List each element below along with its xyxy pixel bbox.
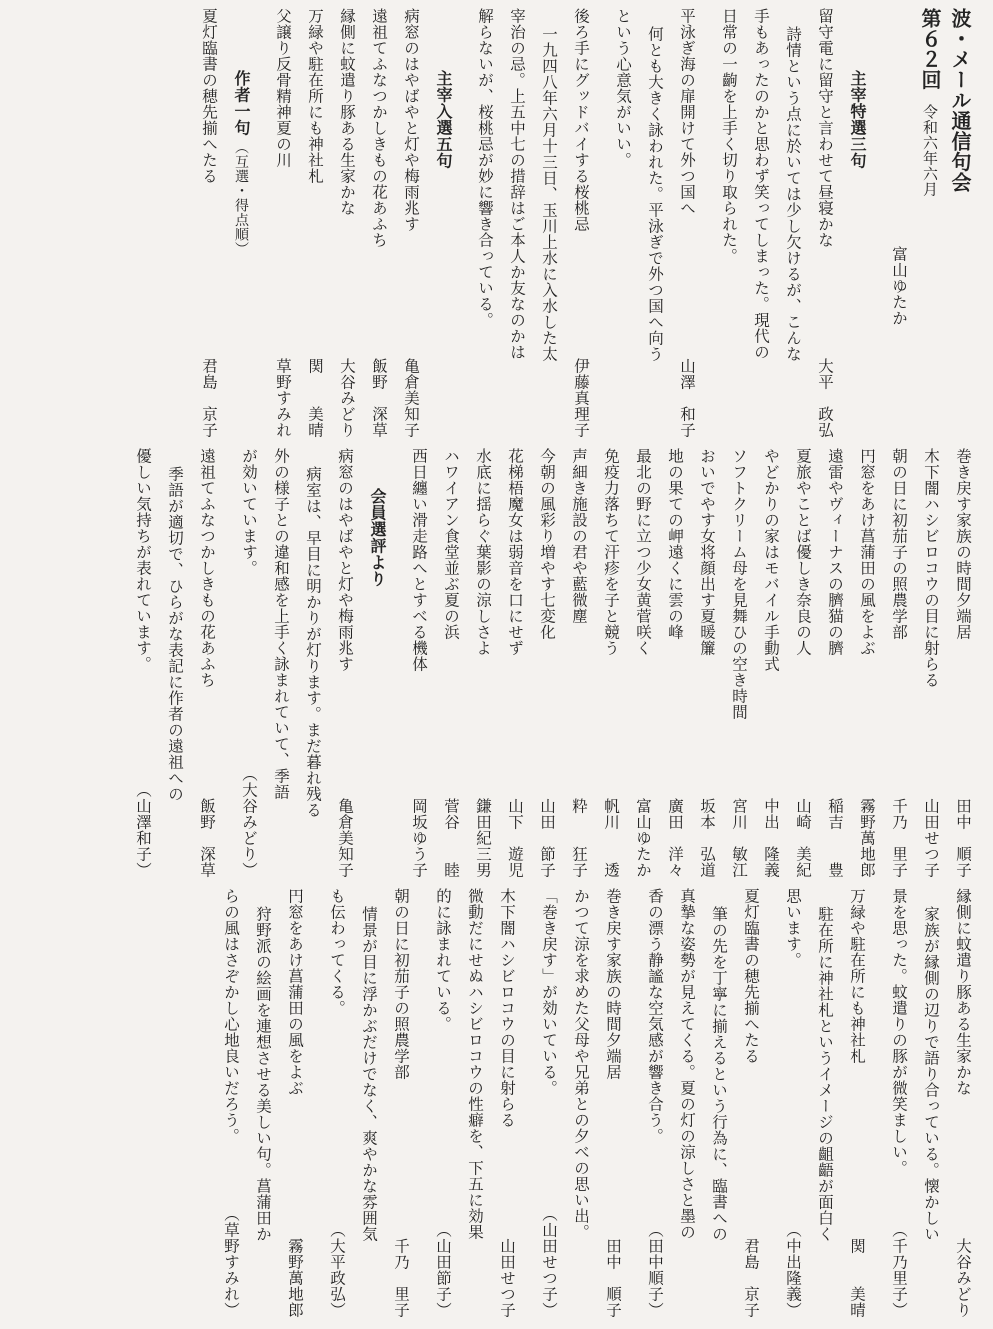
comment-line: 解らないが、桜桃忌が妙に響き合っている。 — [476, 8, 494, 328]
ranked-haiku: 声細き施設の君や藍微塵 粋 狂子 — [570, 448, 588, 878]
ranked-haiku: やどかりの家はモバイル手動式 中出 隆義 — [762, 448, 780, 878]
middle-section — [0, 448, 993, 878]
comment-line: 微動だにせぬハシビロコウの性癖を、下五に効果 — [466, 888, 484, 1240]
page-title: 波・メール通信句会 — [948, 8, 972, 193]
ranked-haiku: 遠雷やヴィーナスの臍猫の臍 稲吉 豊 — [826, 448, 844, 878]
comment-line: 真摯な姿勢が見えてくる。夏の灯の涼しさと墨の — [678, 888, 696, 1240]
ranked-haiku: ハワイアン食堂並ぶ夏の浜 菅谷 睦 — [442, 448, 460, 878]
comment-line: 日常の一齣を上手く切り取られた。 — [720, 8, 738, 264]
ranked-haiku: 木下闇ハシビロコウの目に射らる 山田せつ子 — [922, 448, 940, 878]
ranked-haiku: 花梯梧魔女は弱音を口にせず 山下 遊児 — [506, 448, 524, 878]
header-author: 富山ゆたか — [890, 246, 908, 326]
comment-line: 手もあったのかと思わず笑ってしまった。現代の — [752, 8, 770, 360]
ranked-haiku: 西日纏い滑走路へとすべる機体 岡坂ゆう子 — [410, 448, 428, 878]
comment-line: 思います。 （中出隆義） — [784, 888, 802, 1318]
ranked-haiku: ソフトクリーム母を見舞ひの空き時間 宮川 敏江 — [730, 448, 748, 878]
comment-line: という心意気がいい。 — [614, 8, 632, 168]
comment-haiku: 夏灯臨書の穂先揃へたる 君島 京子 — [742, 888, 760, 1318]
haiku-entry: 遠祖てふなつかしきもの花あふち 飯野 深草 — [370, 8, 388, 438]
comment-line: らの風はさぞかし心地良いだろう。 （草野すみれ） — [222, 888, 240, 1318]
comment-line: 狩野派の絵画を連想させる美しい句。菖蒲田か — [254, 906, 272, 1242]
comment-haiku: 朝の日に初茄子の照農学部 千乃 里子 — [392, 888, 410, 1318]
bottom-section — [0, 888, 993, 1318]
haiku-entry: 平泳ぎ海の扉開けて外つ国へ 山澤 和子 — [678, 8, 696, 438]
section-heading-selected: 主宰入選五句 — [434, 70, 453, 169]
ranked-haiku: 今朝の風彩り増やす七変化 山田 節子 — [538, 448, 556, 878]
ranked-haiku: 夏旅やことば優しき奈良の人 山崎 美紀 — [794, 448, 812, 878]
comment-line: も伝わってくる。 （大平政弘） — [328, 888, 346, 1318]
ranked-haiku: 円窓をあけ菖蒲田の風をよぶ 霧野萬地郎 — [858, 448, 876, 878]
comment-haiku: 病窓のはやばやと灯や梅雨兆す 亀倉美知子 — [336, 448, 354, 878]
haiku-entry: 夏灯臨書の穂先揃へたる 君島 京子 — [200, 8, 218, 438]
comment-line: 病室は、早目に明かりが灯ります。まだ暮れ残る — [304, 466, 322, 818]
comment-haiku: 円窓をあけ菖蒲田の風をよぶ 霧野萬地郎 — [286, 888, 304, 1318]
ranked-haiku: 朝の日に初茄子の照農学部 千乃 里子 — [890, 448, 908, 878]
comment-line: 優しい気持ちが表れています。 （山澤和子） — [134, 448, 152, 878]
comment-line: 景を思った。蚊遣りの豚が微笑ましい。 （千乃里子） — [890, 888, 908, 1318]
ranked-haiku: 地の果ての岬遠くに雲の峰 廣田 洋々 — [666, 448, 684, 878]
comment-haiku: 巻き戻す家族の時間夕端居 田中 順子 — [604, 888, 622, 1318]
issue-line: 第６２回 令和六年六月 — [918, 8, 942, 197]
section-heading-author-poem: 作者一句 （互選・得点順） — [232, 70, 251, 256]
section-heading-comments: 会員選評より — [368, 488, 387, 587]
comment-line: 何とも大きく詠われた。平泳ぎで外つ国へ向う — [646, 26, 664, 362]
comment-line: 香の漂う静謐な空気感が響き合う。 （田中順子） — [646, 888, 664, 1318]
comment-line: 的に詠まれている。 （山田節子） — [434, 888, 452, 1318]
section-heading-special: 主宰特選三句 — [848, 70, 867, 169]
comment-line: 詩情という点に於いては少し欠けるが、こんな — [784, 26, 802, 362]
comment-line: 季語が適切で、ひらがな表記に作者の遠祖への — [166, 466, 184, 802]
comment-haiku: 万緑や駐在所にも神社札 関 美晴 — [848, 888, 866, 1318]
top-section — [0, 8, 993, 438]
ranked-haiku: 水底に揺らぐ葉影の涼しさよ 鎌田紀三男 — [474, 448, 492, 878]
ranked-haiku: 巻き戻す家族の時間夕端居 田中 順子 — [954, 448, 972, 878]
ranked-haiku: おいでやす女将顔出す夏暖簾 坂本 弘道 — [698, 448, 716, 878]
comment-haiku: 木下闇ハシビロコウの目に射らる 山田せつ子 — [498, 888, 516, 1318]
comment-line: 家族が縁側の辺りで語り合っている。懐かしい — [922, 906, 940, 1242]
haiku-entry: 万緑や駐在所にも神社札 関 美晴 — [306, 8, 324, 438]
haiku-entry: 病窓のはやばやと灯や梅雨兆す 亀倉美知子 — [402, 8, 420, 438]
comment-line: 筆の先を丁寧に揃えるという行為に、臨書への — [710, 906, 728, 1242]
comment-line: 「巻き戻す」が効いている。 （山田せつ子） — [540, 888, 558, 1318]
comment-line: かつて涼を求めた父母や兄弟との夕べの思い出。 — [572, 888, 590, 1240]
comment-line: 外の様子との違和感を上手く詠まれていて、季語 — [272, 448, 290, 800]
comment-line: 情景が目に浮かぶだけでなく、爽やかな雰囲気 — [360, 906, 378, 1242]
ranked-haiku: 免疫力落ちて汗疹を子と競う 帆川 透 — [602, 448, 620, 878]
comment-line: 駐在所に神社札というイメージの齟齬が面白く — [816, 906, 834, 1242]
comment-line: が効いています。 （大谷みどり） — [240, 448, 258, 878]
ranked-haiku: 最北の野に立つ少女黄菅咲く 富山ゆたか — [634, 448, 652, 878]
haiku-entry: 後ろ手にグッドバイする桜桃忌 伊藤真理子 — [572, 8, 590, 438]
comment-haiku: 遠祖てふなつかしきもの花あふち 飯野 深草 — [198, 448, 216, 878]
haiku-entry: 縁側に蚊遣り豚ある生家かな 大谷みどり — [338, 8, 356, 438]
comment-haiku: 縁側に蚊遣り豚ある生家かな 大谷みどり — [954, 888, 972, 1318]
haiku-entry: 留守電に留守と言わせて昼寝かな 大平 政弘 — [816, 8, 834, 438]
haiku-entry: 父譲り反骨精神夏の川 草野すみれ — [274, 8, 292, 438]
comment-line: 一九四八年六月十三日、玉川上水に入水した太 — [540, 26, 558, 362]
comment-line: 宰治の忌。上五中七の措辞はご本人か友なのかは — [508, 8, 526, 360]
